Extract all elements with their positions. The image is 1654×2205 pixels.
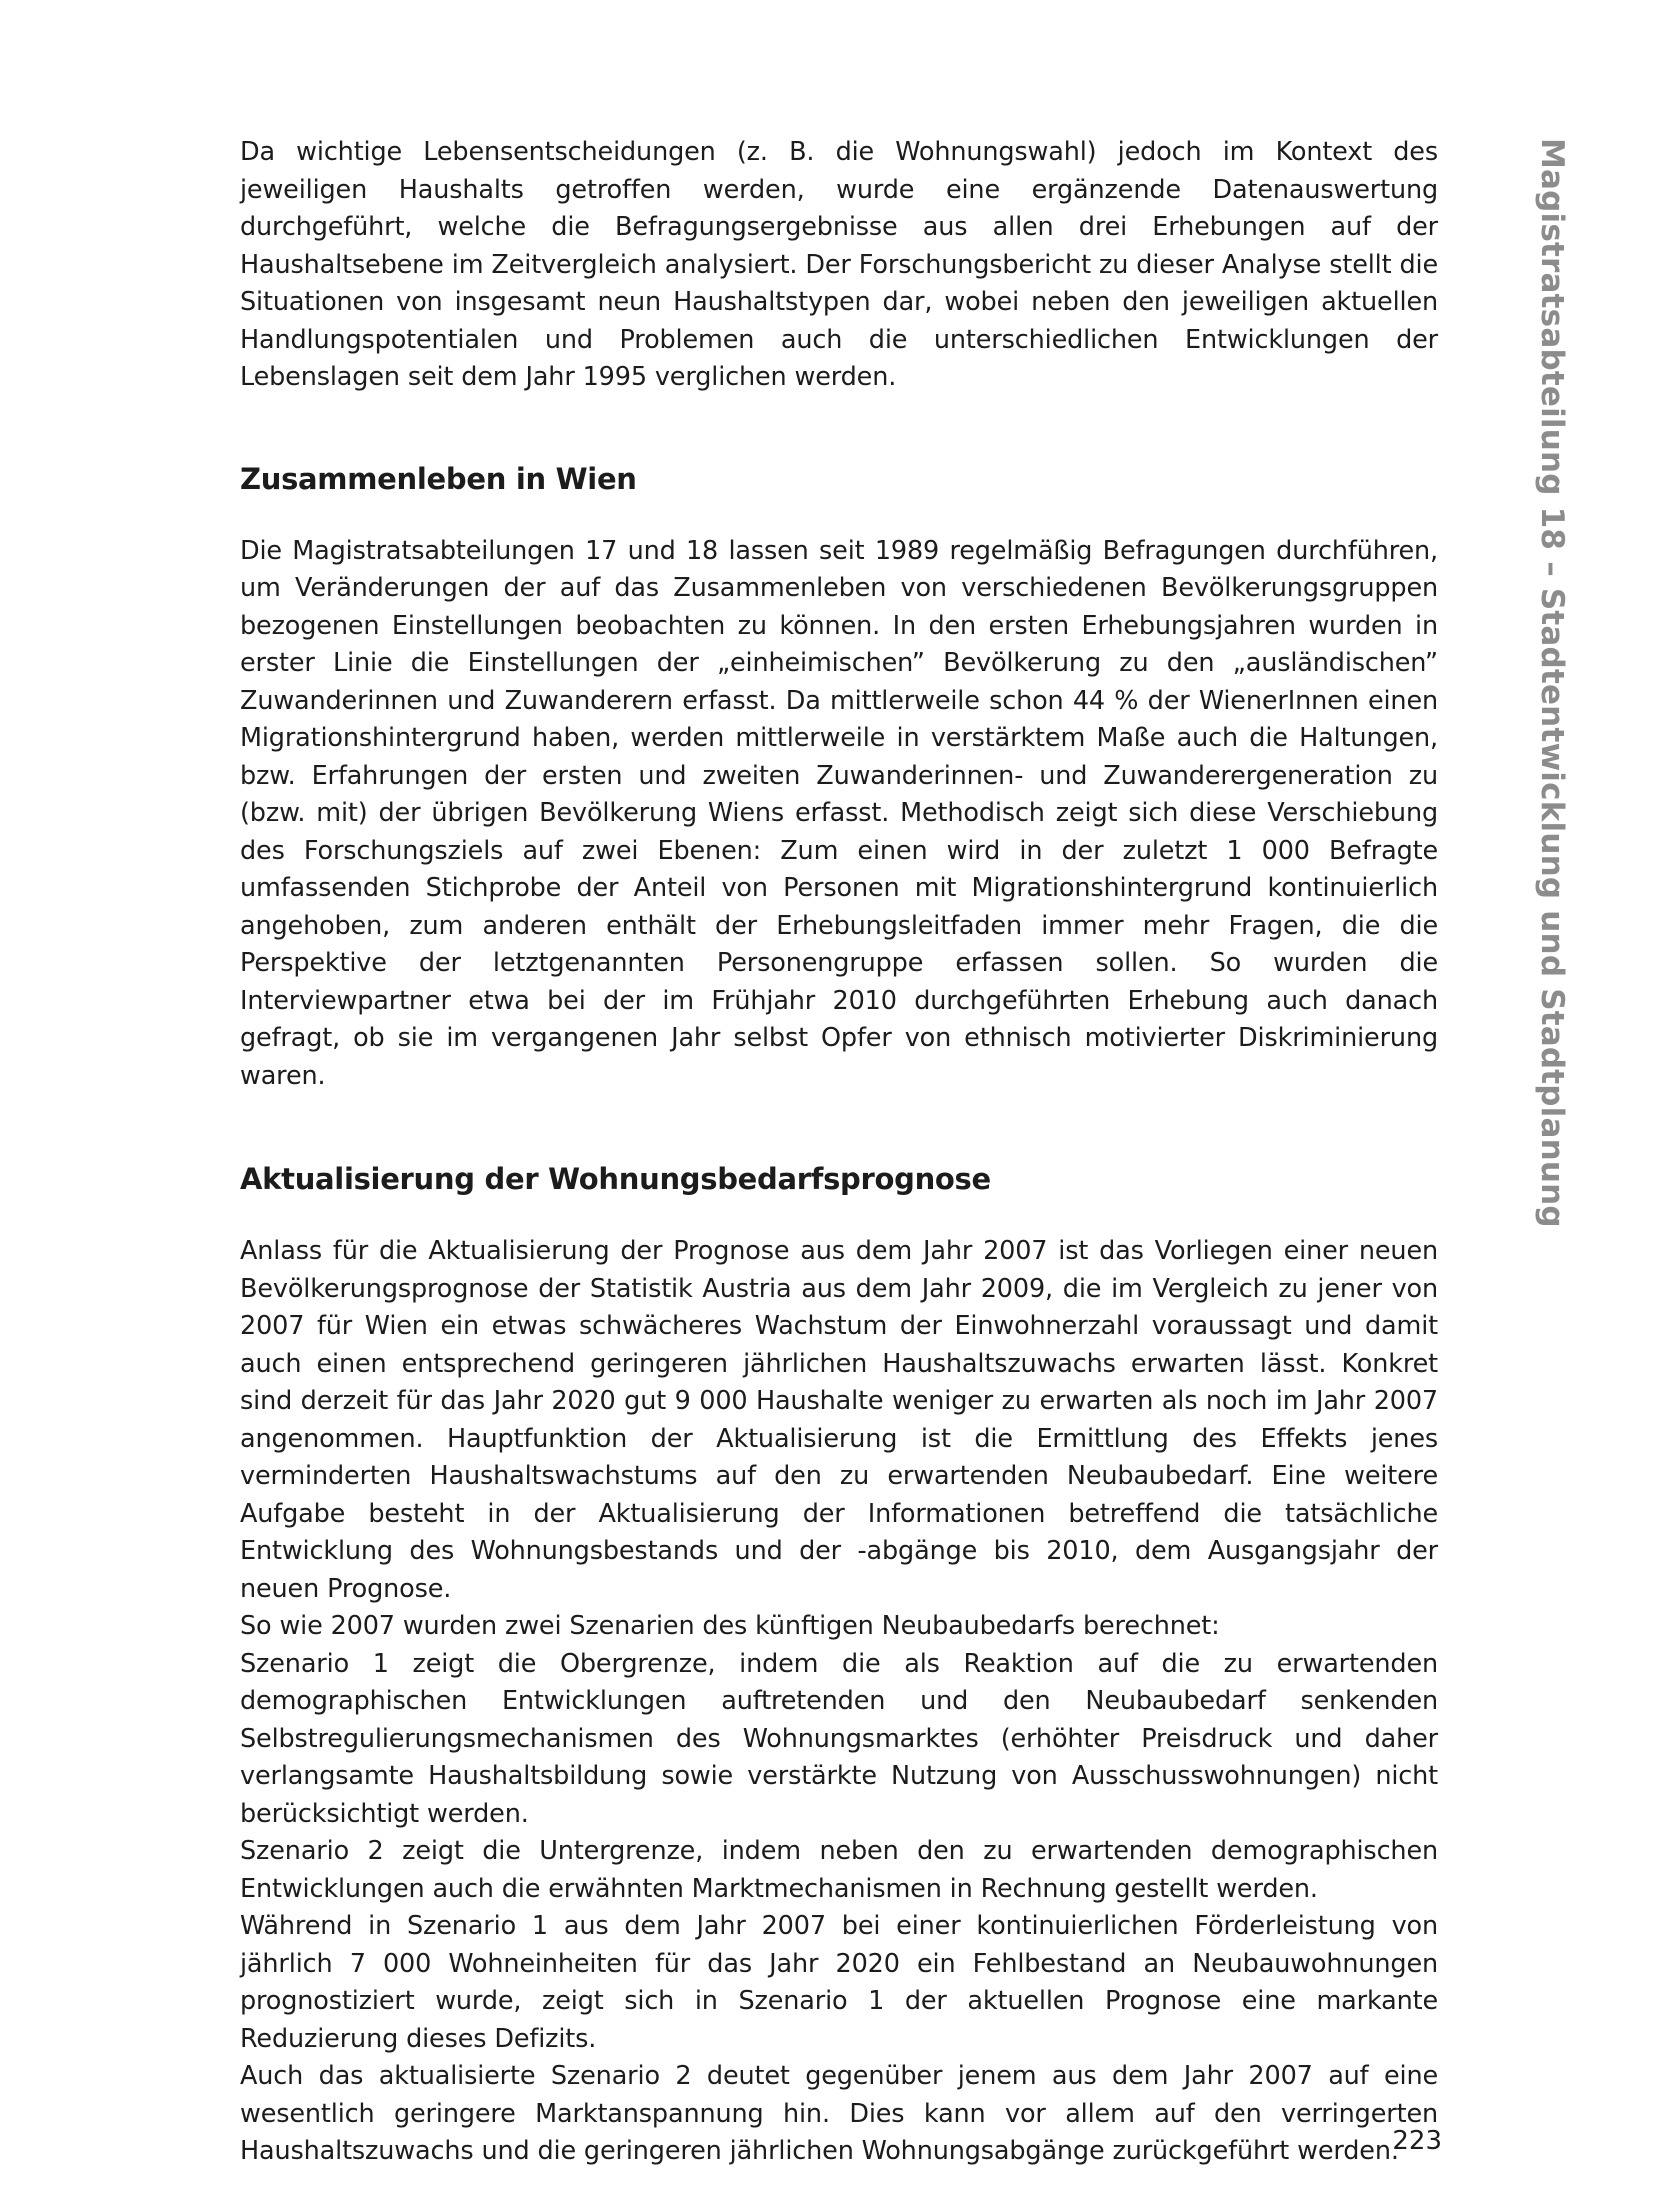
running-title-text: Magistratsabteilung 18 – Stadtentwicklung und Stadtplanung [1534,138,1570,1228]
section-paragraph-prognose-intro: Anlass für die Aktualisierung der Prognose aus dem Jahr 2007 ist das Vorliegen einer neuen Bevölkerungsprognose der Statistik Austria aus dem Jahr 2009, die im Vergleich zu jener von 2007 für Wien ein etwas schwächeres Wachstum der Einwohnerzahl voraussagt und damit auch einen entsprechend geringeren jährlichen Haushaltszuwachs erwarten lässt. Konkret sind derzeit für das Jahr 2020 gut 9 000 Haushalte weniger zu erwarten als noch im Jahr 2007 angenommen. Hauptfunktion der Aktualisierung ist die Ermittlung des Effekts jenes verminderten Haushaltswachstums auf den zu erwartenden Neubaubedarf. Eine weitere Aufgabe besteht in der Aktualisierung der Informationen betreffend die tatsächliche Entwicklung des Wohnungsbestands und der -abgänge bis 2010, dem Ausgangsjahr der neuen Prognose. [240,1236,1438,1604]
page-number: 223 [1392,2126,1442,2156]
intro-paragraph: Da wichtige Lebensentscheidungen (z. B. die Wohnungswahl) jedoch im Kontext des jeweiligen Haushalts getroffen werden, wurde eine ergänzende Datenauswertung durchgeführt, welche die Befragungsergebnisse aus allen drei Erhebungen auf der Haushaltsebene im Zeitvergleich analysiert. Der Forschungsbericht zu dieser Analyse stellt die Situationen von insgesamt neun Haushaltstypen dar, wobei neben den jeweiligen aktuellen Handlungspotentialen und Problemen auch die unterschiedlichen Entwicklungen der Lebenslagen seit dem Jahr 1995 verglichen werden. [240,137,1438,392]
section-paragraph-szenario-2: Szenario 2 zeigt die Untergrenze, indem neben den zu erwartenden demographischen Entwicklungen auch die erwähnten Marktmechanismen in Rechnung gestellt werden. [240,1836,1438,1904]
section-heading-zusammenleben: Zusammenleben in Wien [240,461,637,496]
section-paragraph-zusammenleben: Die Magistratsabteilungen 17 und 18 lassen seit 1989 regelmäßig Befragungen durchführen, um Veränderungen der auf das Zusammenleben von verschiedenen Bevölkerungsgruppen bezogenen Einstellungen beobachten zu können. In den ersten Erhebungsjahren wurden in erster Linie die Einstellungen der „einheimischen” Bevölkerung zu den „ausländischen” Zuwanderinnen und Zuwanderern erfasst. Da mittlerweile schon 44 % der WienerInnen einen Migrationshintergrund haben, werden mittlerweile in verstärktem Maße auch die Haltungen, bzw. Erfahrungen der ersten und zweiten Zuwanderinnen- und Zuwanderergeneration zu (bzw. mit) der übrigen Bevölkerung Wiens erfasst. Methodisch zeigt sich diese Verschiebung des Forschungsziels auf zwei Ebenen: Zum einen wird in der zuletzt 1 000 Befragte umfassenden Stichprobe der Anteil von Personen mit Migrationshintergrund kontinuierlich angehoben, zum anderen enthält der Erhebungsleitfaden immer mehr Fragen, die die Perspektive der letztgenannten Personengruppe erfassen sollen. So wurden die Interviewpartner etwa bei der im Frühjahr 2010 durchgeführten Erhebung auch danach gefragt, ob sie im vergangenen Jahr selbst Opfer von ethnisch motivierter Diskriminierung waren. [240,535,1438,1091]
section-paragraph-szenario-1: Szenario 1 zeigt die Obergrenze, indem die als Reaktion auf die zu erwartenden demographischen Entwicklungen auftretenden und den Neubaubedarf senkenden Selbstregulierungsmechanismen des Wohnungsmarktes (erhöhter Preisdruck und daher verlangsamte Haushaltsbildung sowie verstärkte Nutzung von Ausschusswohnungen) nicht berücksichtigt werden. [240,1648,1438,1829]
sidebar-running-title [1532,138,1582,1228]
section-paragraph-vergleich-szenario-2: Auch das aktualisierte Szenario 2 deutet gegenüber jenem aus dem Jahr 2007 auf eine wesentlich geringere Marktanspannung hin. Dies kann vor allem auf den verringerten Haushaltszuwachs und die geringeren jährlichen Wohnungsabgänge zurückgeführt werden. [240,2061,1438,2166]
page-content [240,134,1438,2171]
section-paragraph-szenarien: So wie 2007 wurden zwei Szenarien des künftigen Neubaubedarfs berechnet: [240,1611,1220,1641]
section-paragraph-vergleich-szenario-1: Während in Szenario 1 aus dem Jahr 2007 bei einer kontinuierlichen Förderleistung von jährlich 7 000 Wohneinheiten für das Jahr 2020 ein Fehlbestand an Neubauwohnungen prognostiziert wurde, zeigt sich in Szenario 1 der aktuellen Prognose eine markante Reduzierung dieses Defizits. [240,1911,1438,2054]
section-heading-wohnungsbedarfsprognose: Aktualisierung der Wohnungsbedarfsprognose [240,1162,991,1196]
